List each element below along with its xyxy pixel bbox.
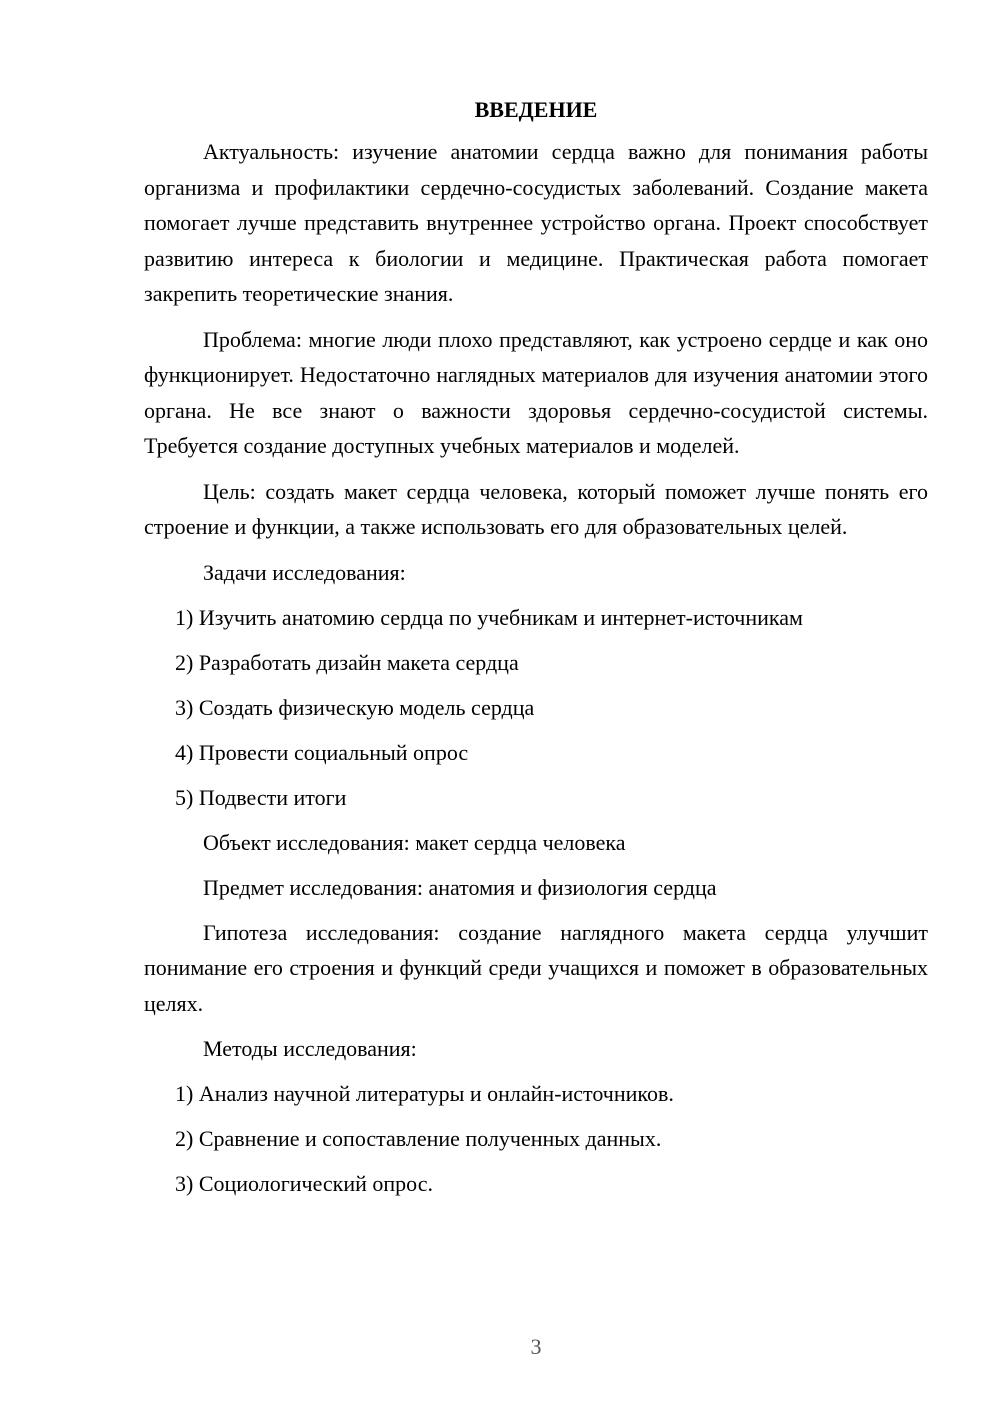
- page-number: 3: [530, 1334, 542, 1359]
- goal-paragraph: Цель: создать макет сердца человека, который поможет лучше понять его строение и функции, а также использовать его для образовательных целей.: [144, 478, 928, 539]
- tasks-heading: Задачи исследования:: [203, 559, 406, 585]
- page-title: ВВЕДЕНИЕ: [474, 97, 598, 122]
- methods-list: [144, 1076, 928, 1201]
- list-item: 3) Социологический опрос.: [175, 1171, 433, 1196]
- relevance-paragraph: Актуальность: изучение анатомии сердца важно для понимания работы организма и профилактики сердечно-сосудистых заболеваний. Создание макета помогает лучше представить внутреннее устройство органа. Проект способствует развитию интереса к биологии и медицине. Практическая работа помогает закрепить теоретические знания.: [144, 139, 928, 306]
- list-item: 3) Создать физическую модель сердца: [175, 694, 535, 720]
- tasks-list: [144, 600, 928, 815]
- research-subject: Предмет исследования: анатомия и физиология сердца: [203, 874, 717, 900]
- document-page: [144, 92, 928, 1211]
- methods-heading: Методы исследования:: [203, 1036, 417, 1061]
- research-object: Объект исследования: макет сердца человека: [203, 829, 626, 855]
- list-item: 1) Анализ научной литературы и онлайн-источников.: [175, 1081, 674, 1106]
- list-item: 5) Подвести итоги: [175, 784, 347, 810]
- problem-paragraph: Проблема: многие люди плохо представляют, как устроено сердце и как оно функционирует. Недостаточно наглядных материалов для изучения анатомии этого органа. Не все знают о важности здоровья сердечно-сосудистой системы. Требуется создание доступных учебных материалов и моделей.: [144, 326, 928, 458]
- hypothesis-paragraph: Гипотеза исследования: создание наглядного макета сердца улучшит понимание его строения и функций среди учащихся и поможет в образовательных целях.: [144, 919, 928, 1016]
- list-item: 2) Сравнение и сопоставление полученных данных.: [175, 1126, 662, 1151]
- list-item: 4) Провести социальный опрос: [175, 739, 469, 765]
- list-item: 2) Разработать дизайн макета сердца: [175, 649, 519, 675]
- list-item: 1) Изучить анатомию сердца по учебникам и интернет-источникам: [175, 604, 803, 630]
